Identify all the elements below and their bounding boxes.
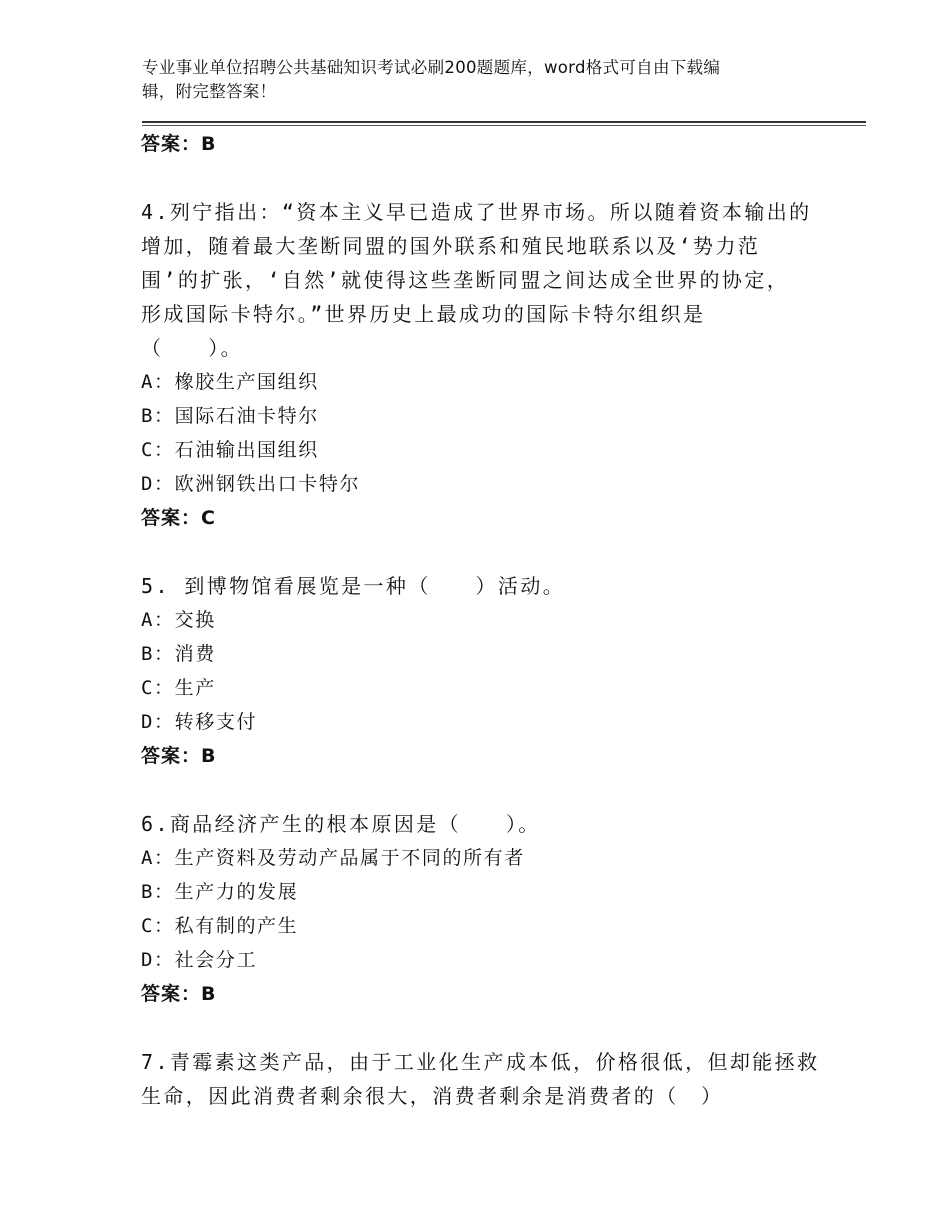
question-text-line: 7.青霉素这类产品，由于工业化生产成本低，价格很低，但却能拯救	[141, 1050, 820, 1074]
question-text-line: 5. 到博物馆看展览是一种（ ）活动。	[141, 574, 566, 598]
option-b: B：生产力的发展	[141, 881, 299, 903]
option-c: C：生产	[141, 677, 216, 699]
option-d: D：转移支付	[141, 711, 258, 733]
header-divider-thin	[142, 125, 866, 126]
option-a: A：生产资料及劳动产品属于不同的所有者	[141, 847, 525, 869]
answer-label: 答案：B	[141, 745, 217, 767]
question-text-line: 6.商品经济产生的根本原因是（ ）。	[141, 812, 541, 836]
option-d: D：社会分工	[141, 949, 258, 971]
question-6	[141, 807, 821, 1011]
option-c: C：私有制的产生	[141, 915, 299, 937]
question-text-line: 4.列宁指出：“资本主义早已造成了世界市场。所以随着资本输出的	[141, 200, 812, 224]
option-b: B：消费	[141, 643, 216, 665]
header-line-2: 辑，附完整答案！	[142, 82, 277, 101]
question-text-line: 增加，随着最大垄断同盟的国外联系和殖民地联系以及‘势力范	[141, 234, 761, 258]
option-a: A：交换	[141, 609, 216, 631]
option-c: C：石油输出国组织	[141, 439, 319, 461]
option-a: A：橡胶生产国组织	[141, 371, 319, 393]
question-text-line: 生命，因此消费者剩余很大，消费者剩余是消费者的（ ）	[141, 1084, 724, 1108]
option-d: D：欧洲钢铁出口卡特尔	[141, 473, 361, 495]
option-b: B：国际石油卡特尔	[141, 405, 319, 427]
question-text-line: 围’的扩张，‘自然’就使得这些垄断同盟之间达成全世界的协定，	[141, 268, 790, 292]
previous-answer: 答案：B	[141, 133, 217, 155]
question-5	[141, 569, 821, 773]
question-7	[141, 1045, 821, 1113]
answer-label: 答案：C	[141, 507, 216, 529]
document-header	[142, 56, 822, 104]
question-text-line: （ ）。	[141, 336, 243, 360]
header-divider-thick	[142, 121, 866, 123]
question-4	[141, 195, 821, 535]
question-text-line: 形成国际卡特尔。”世界历史上最成功的国际卡特尔组织是	[141, 302, 706, 326]
header-line-1: 专业事业单位招聘公共基础知识考试必刷200题题库，word格式可自由下载编	[142, 58, 721, 77]
question-list	[141, 127, 821, 1113]
answer-label: 答案：B	[141, 983, 217, 1005]
